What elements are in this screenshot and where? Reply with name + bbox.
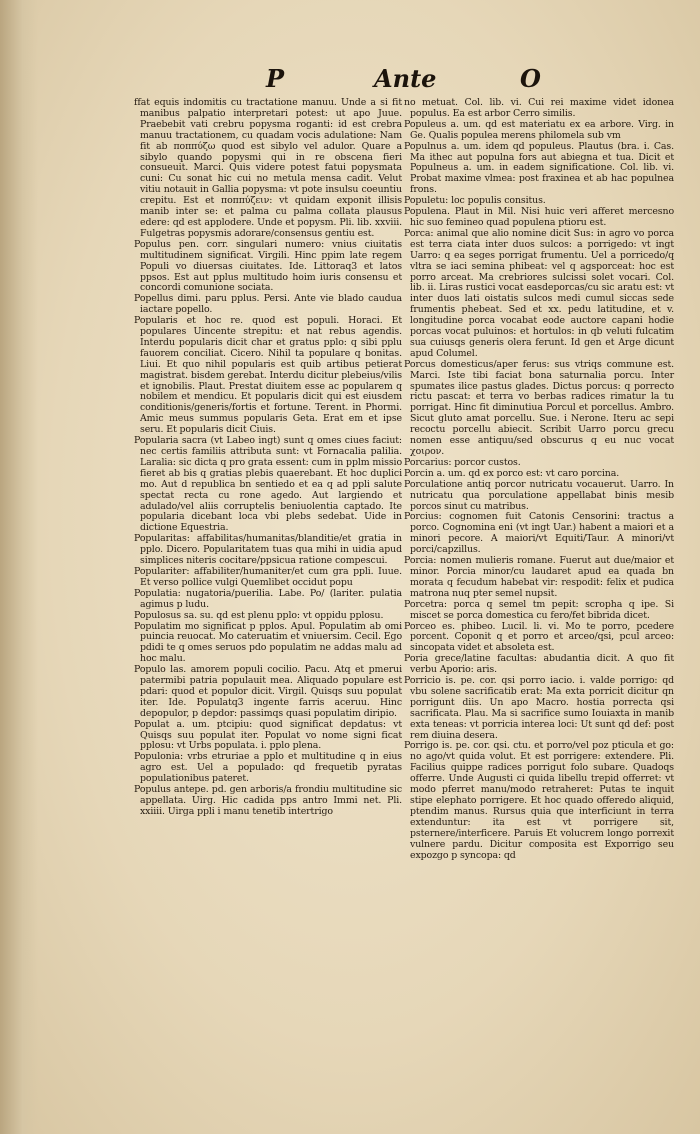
dictionary-entry: no metuat. Col. lib. vi. Cui rei maxime videt idonea populus. Ea est arbor Cerro similis.: [404, 97, 674, 119]
dictionary-entry: Porrigo is. pe. cor. qsi. ctu. et porro/vel poz pticula et go: no ago/vt quida volut. Et est porrigere: extendere. Pli. Facilius quippe radices porrigut folo subare. Quadoqs offerre. Unde Augusti ci quida libellu trepid offerret: vt modo pferret manu/modo retraheret: Putas te inquit stipe elephato porrigere. Et hoc quado offeredo aliquid, ptendim manus. Rursus quia que interficiunt in terra extenduntur: ita est vt porrigere sit, psternere/interficere. Paruis Et volucrem longo porrexit vulnere pardu. Dicitur composita est Exporrigo seu expozgo p syncopa: qd: [404, 740, 674, 861]
header-letter-left: P: [266, 64, 285, 93]
dictionary-entry: Populatia: nugatoria/puerilia. Labe. Po/ (lariter. pulatia agimus p ludu.: [134, 587, 402, 610]
header-letter-right: O: [520, 64, 541, 93]
dictionary-entry: Porricio is. pe. cor. qsi porro iacio. i. valde porrigo: qd vbu solene sacrificatib erat: Ma exta porricit dicitur qn porrigunt diis. Un apo Macro. hostia porrecta qsi sacrificata. Plau. Ma si sacrifice sumo Iouiaxta in manib exta teneas: vt porricia interea loci: Ut sunt qd def: post rem diuina desera.: [404, 675, 674, 741]
running-header: [0, 64, 700, 98]
dictionary-entry: Populnus a. um. idem qd populeus. Plautus (bra. i. Cas. Ma ithec aut populna fors aut abiegna et tua. Dicit et Populneus a. um. in eadem significatione. Col. lib. vi. Probat maxime vlmea: post fraxinea et ab hac populnea frons.: [404, 140, 674, 196]
dictionary-entry: Porcus domesticus/aper ferus: sus vtriqs commune est. Marci. Iste tibi faciat bona saturnalia porcu. Inter spumates ilice pastus glades. Dictus porcus: q porrecto rictu pascat: et terra vo berbas radices rimatur la tu porrigat. Hinc fit diminutiua Porcul et porcellus. Ambro. Sicut gluto amat porcellu. Sue. i Nerone. Iteru ac sepi recoctu porcellu abiecit. Scribit Uarro porcu grecu nomen esse antiquu/sed obscurus q eu nuc vocat χοιρον.: [404, 358, 674, 457]
dictionary-entry: Populatim mo significat p pplos. Apul. Populatim ab omi puincia reuocat. Mo cateruatim et vniuersim. Cecil. Ego pdidi te q omes seruos pdo populatim ne addas malu ad hoc malu.: [134, 620, 402, 665]
header-word-center: Ante: [374, 64, 437, 93]
dictionary-entry: Porcin a. um. qd ex porco est: vt caro porcina.: [404, 467, 620, 479]
dictionary-entry: Populo las. amorem populi cocilio. Pacu. Atq et pmerui patermibi patria populauit mea. Aliquado populare est pdari: quod et populor dicit. Virgil. Quisqs suu populat iter. Ide. Populatq3 ingente farris aceruu. Hinc depopulor, p depdor: passimqs quasi populatim diripio.: [134, 664, 402, 719]
dictionary-entry: Populus pen. corr. singulari numero: vnius ciuitatis multitudinem significat. Virgili. Hinc ppim late regem Populi vo diuersas ciuitates. Ide. Littoraq3 et latos ppsos. Est aut pplus multitudo hoim iuris consensu et concordi comunione sociata.: [134, 238, 402, 294]
dictionary-entry: Popularia sacra (vt Labeo ingt) sunt q omes ciues faciut: nec certis familiis attributa sunt: vt Fornacalia palilia. Laralia: sic dicta q pro grata essent: cum in pplm missio fieret ab bis q gratias plebis quaerebant. Et hoc duplici mo. Aut d republica bn sentiedo et ea q ad ppli salute spectat recta cu rone agedo. Aut largiendo et adulado/vel aliis corruptelis beniuolentia captado. Ite popularia dicebant loca vbi plebs sedebat. Uide in dictione Equestria.: [134, 435, 402, 534]
dictionary-entry: Porcetra: porca q semel tm pepit: scropha q ipe. Si miscet se porca domestica cu fero/fet bibrida dicet.: [404, 598, 674, 621]
dictionary-entry: Porcius: cognomen fuit Catonis Censorini: tractus a porco. Cognomina eni (vt ingt Uar.) habent a maiori et a minori pecore. A maiori/vt Equiti/Taur. A minori/vt porci/capzillus.: [404, 511, 674, 556]
right-text-column: [404, 98, 674, 861]
dictionary-entry: ffat equis indomitis cu tractatione manuu. Unde a si fit manibus palpatio interpretari potest: ut apo Juue. Praebebit vati crebru popysma roganti: id est crebra manuu tractationem, cu quadam vocis adulatione: Nam fit ab ποππύζω quod est sibylo vel adulor. Quare a sibylo quando popysmi qui in re obscena fieri consueuit. Marci. Quis videre potest fatui popysmata cuni: Cu sonat hic cui no metula mensa cadit. Velut vitiu notauit in Gallia popysma: vt pote insulsu coeuntiu crepitu. Est et ποππύζειν: vt quidam exponit illisis manib inter se: et palma cu palma collata plausus edere: qd est applodere. Unde et popysm. Pli. lib. xxviii. Fulgetras popysmis adorare/consensus gentiu est.: [134, 97, 402, 239]
dictionary-entry: Populetu: loc populis consitus.: [404, 195, 546, 207]
dictionary-entry: Porculatione antiq porcor nutricatu vocauerut. Uarro. In nutricatu qua porculatione appellabat binis mesib porcos sinut cu matribus.: [404, 478, 674, 512]
dictionary-entry: Porcarius: porcor custos.: [404, 456, 521, 468]
dictionary-entry: Populariter: affabiliter/humaniter/et cum gra ppli. Iuue. Et verso pollice vulgi Quemlibet occidut popu: [134, 565, 402, 588]
dictionary-entry: Populat a. um. ptcipiu: quod significat depdatus: vt Quisqs suu populat iter. Populat vo nome signi ficat pplosu: vt Urbs populata. i. pplo plena.: [134, 718, 402, 752]
dictionary-entry: Poria grece/latine facultas: abudantia dicit. A quo fit verbu Aporio: aris.: [404, 653, 674, 676]
dictionary-entry: Porcia: nomen mulieris romane. Fuerut aut due/maior et minor. Porcia minor/cu laudaret apud ea quada bn morata q fecudum habebat vir: respodit: felix et pudica matrona nuq pter semel nupsit.: [404, 555, 674, 599]
dictionary-entry: Populena. Plaut in Mil. Nisi huic veri afferet mercesno hic suo femineo quad populena ptioru est.: [404, 206, 674, 228]
page-gutter-shadow: [0, 0, 38, 1134]
dictionary-entry: Porca: animal que alio nomine dicit Sus: in agro vo porca est terra ciata inter duos sulcos: a porrigedo: vt ingt Uarro: q ea seges porrigat frumentu. Uel a porricedo/q vltra se iaci semina phibeat: vel q agsporceat: hoc est porro arceat. Ma crebriores sulcissi solet vocari. Col. lib. ii. Liras rustici vocat easdeporcas/cu sic aratu est: vt inter duos lati oistatis sulcos medi cumul siccas sede frumentis phebeat. Sed et xx. pedu latitudine, et v. longitudine porca vocabat eode auctore capani hodie porcas vocat puluinos: et hortulos: in qb veluti fulcatim sua cuiusqs generis olera ferunt. Id gen et Arge dicunt apud Columel.: [404, 227, 674, 359]
left-text-column: [134, 98, 402, 818]
dictionary-entry: Populonia: vrbs etruriae a pplo et multitudine q in eius agro est. Uel a populado: qd frequetib pyratas populationibus pateret.: [134, 751, 402, 785]
dictionary-entry: Populus antepe. pd. gen arboris/a frondiu multitudine sic appellata. Uirg. Hic cadida pps antro Immi net. Pli. xxiiii. Uirga ppli i manu tenetib intertrigo: [134, 784, 402, 817]
dictionary-entry: Populeus a. um. qd est materiatu ex ea arbore. Virg. in Ge. Qualis populea merens philomela sub vm: [404, 118, 674, 141]
dictionary-entry: Popellus dimi. paru pplus. Persi. Ante vie blado caudua iactare popello.: [134, 293, 402, 316]
dictionary-entry: Popularis et hoc re. quod est populi. Horaci. Et populares Uincente strepitu: et nat rebus agendis. Interdu popularis dicit char et gratus pplo: q sibi pplu fauorem conciliat. Cicero. Nihil ta populare q bonitas. Liui. Et quo nihil popularis est quib artibus petierat magistrat. bisdem gerebat. Interdu dicitur plebeius/vilis et ignobilis. Plaut. Prestat diuitem esse ac popularem q nobilem et mendicu. Et popularis dicit qui est eiusdem conditionis/generis/fortis et fortune. Terent. in Phormi. Amic meus summus popularis Geta. Erat em et ipse seru. Et popularis dicit Ciuis.: [134, 315, 402, 436]
dictionary-entry: Populosus sa. su. qd est plenu pplo: vt oppidu pplosu.: [134, 609, 384, 621]
dictionary-entry: Porceo es. phibeo. Lucil. li. vi. Mo te porro, pcedere porcent. Coponit q et porro et arceo/qsi, pcul arceo: sincopata videt et absoleta est.: [404, 620, 674, 654]
dictionary-entry: Popularitas: affabilitas/humanitas/blanditie/et gratia in pplo. Dicero. Popularitatem tuas qua mihi in uidia apud simplices niteris cocitare/ppsicua ratione compescui.: [134, 533, 402, 567]
